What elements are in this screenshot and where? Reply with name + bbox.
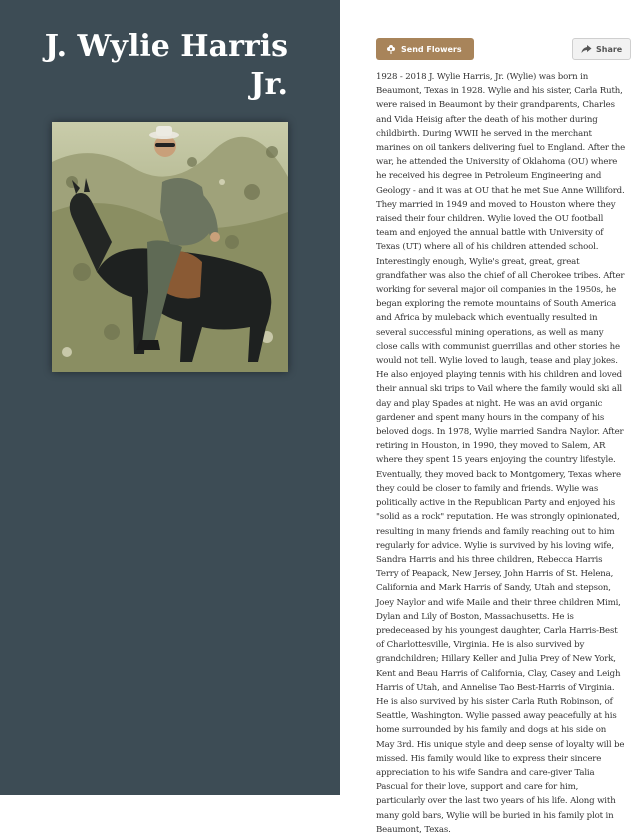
send-flowers-button[interactable] [376,38,474,60]
portrait-photo [52,122,288,372]
share-label: Share [596,44,623,54]
deceased-name-heading: J. Wylie Harris Jr. [44,29,288,102]
flower-icon [386,44,396,54]
share-arrow-icon [581,44,592,54]
send-flowers-label: Send Flowers [401,44,462,54]
share-button[interactable] [572,38,631,60]
right-panel [340,0,640,835]
obituary-text: 1928 - 2018 J. Wylie Harris, Jr. (Wylie) was born in Beaumont, Texas in 1928. Wylie and his sister, Carla Ruth, were raised in Beaumont by their grandparents, Charles and Vida Heisig after the death of his mother during childbirth. During WWII he served in the merchant marines on oil tankers delivering fuel to England. After the war, he attended the University of Oklahoma (OU) where he received his degree in Petroleum Engineering and Geology - and it was at OU that he met Sue Anne Williford. They married in 1949 and moved to Houston where they raised their four children. Wylie loved the OU football team and enjoyed the annual battle with University of Texas (UT) where all of his children attended school. Interestingly enough, Wylie's great, great, great grandfather was also the chief of all Cherokee tribes. After working for several major oil companies in the 1950s, he began exploring the remote mountains of South America and Africa by muleback which eventually resulted in several successful mining operations, as well as many close calls with communist guerrillas and other stories he would not tell. Wylie loved to laugh, tease and play jokes. He also enjoyed playing tennis with his children and loved their annual ski trips to Vail where the family would ski all day and play Spades at night. He was an avid organic gardener and spent many hours in the company of his beloved dogs. In 1978, Wylie married Sandra Naylor. After retiring in Houston, in 1990, they moved to Salem, AR where they spent 15 years enjoying the country lifestyle. Eventually, they moved back to Montgomery, Texas where they could be closer to family and friends. Wylie was politically active in the Republican Party and enjoyed his "solid as a rock" reputation. He was strongly opinionated, resulting in many friends and family reaching out to him regularly for advice. Wylie is survived by his loving wife, Sandra Harris and his three children, Rebecca Harris Terry of Peapack, New Jersey, John Harris of St. Helena, California and Mark Harris of Sandy, Utah and stepson, Joey Naylor and wife Maile and their three children Mimi, Dylan and Lily of Boston, Massachusetts. He is predeceased by his youngest daughter, Carla Harris-Best of Charlottesville, Virginia. He is also survived by grandchildren; Hillary Keller and Julia Prey of New York, Kent and Beau Harris of California, Clay, Casey and Leigh Harris of Utah, and Annelise Tao Best-Harris of Virginia. He is also survived by his sister Carla Ruth Robinson, of Seattle, Washington. Wylie passed away peacefully at his home surrounded by his family and dogs at his side on May 3rd. His unique style and deep sense of loyalty will be missed. His family would like to express their sincere appreciation to his wife Sandra and care-giver Talia Pascual for their love, support and care for him, particularly over the last two years of his life. Along with many gold bars, Wylie will be buried in his family plot in Beaumont, Texas. [376,72,626,835]
